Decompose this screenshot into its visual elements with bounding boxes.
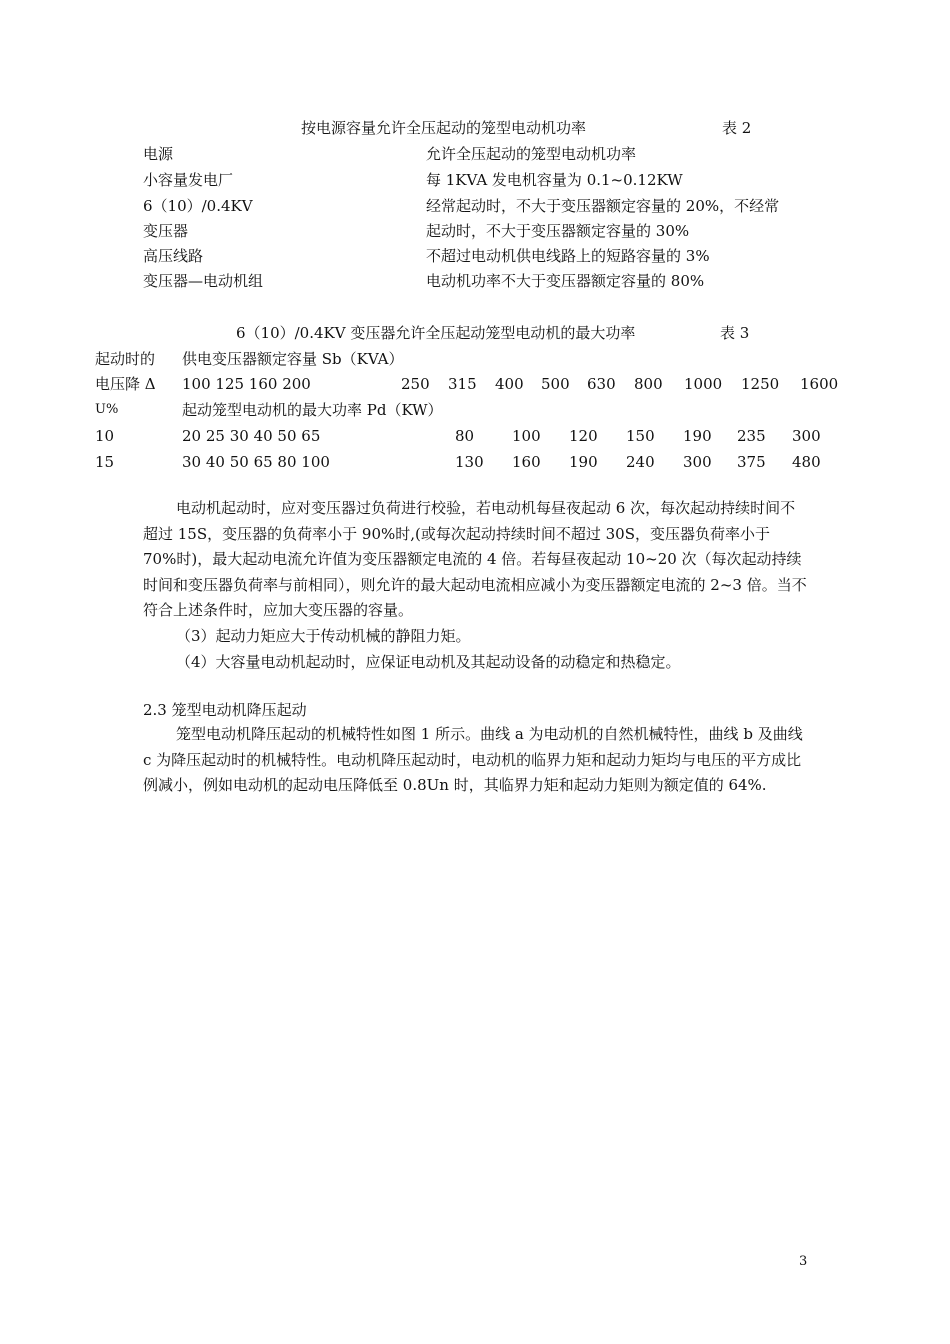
- table2-title: 按电源容量允许全压起动的笼型电动机功率: [301, 119, 587, 137]
- table3-capacity: 315: [448, 375, 477, 393]
- table2-cell-source: 小容量发电厂: [143, 171, 234, 189]
- table3-power: 80: [455, 427, 475, 445]
- page-number: 3: [799, 1254, 808, 1269]
- table3-power-group: 20 25 30 40 50 65: [182, 427, 321, 445]
- table3-power: 300: [683, 453, 712, 471]
- section-heading: 2.3 笼型电动机降压起动: [143, 701, 307, 719]
- table3-voltage-drop: 10: [95, 427, 115, 445]
- table3-power: 300: [792, 427, 821, 445]
- table3-power: 130: [455, 453, 484, 471]
- paragraph-transformer-check: 电动机起动时，应对变压器过负荷进行校验，若电动机每昼夜起动 6 次，每次起动持续时间不超过 15S，变压器的负荷率小于 90%时,(或每次起动持续时间不超过 30S，变压器负荷率小于 70%时)，最大起动电流允许值为变压器额定电流的 4 倍。若每昼夜起动 10~20 次（每次起动持续时间和变压器负荷率与前相同），则允许的最大起动电流相应减小为变压器额定电流的 2~3 倍。当不符合上述条件时，应加大变压器的容量。: [143, 499, 807, 620]
- table3-capacity: 250: [401, 375, 430, 393]
- table2-cell-source: 6（10）/0.4KV: [143, 197, 253, 215]
- table3-left-header-3: U%: [95, 402, 119, 417]
- table3-power-header: 起动笼型电动机的最大功率 Pd（KW）: [182, 401, 443, 419]
- table3-capacity: 1600: [800, 375, 839, 393]
- table3-voltage-drop: 15: [95, 453, 115, 471]
- table3-power: 190: [683, 427, 712, 445]
- table3-power: 240: [626, 453, 655, 471]
- table2-cell-power: 每 1KVA 发电机容量为 0.1~0.12KW: [426, 171, 683, 189]
- table3-title: 6（10）/0.4KV 变压器允许全压起动笼型电动机的最大功率: [236, 324, 636, 342]
- table2-cell-power: 不超过电动机供电线路上的短路容量的 3%: [426, 247, 710, 265]
- paragraph-item-3: （3）起动力矩应大于传动机械的静阻力矩。: [176, 627, 471, 645]
- table3-label: 表 3: [720, 324, 750, 342]
- table3-power: 150: [626, 427, 655, 445]
- table3-capacity: 630: [587, 375, 616, 393]
- table3-capacity: 1000: [684, 375, 723, 393]
- paragraph-reduced-voltage-start: 笼型电动机降压起动的机械特性如图 1 所示。曲线 a 为电动机的自然机械特性，曲线 b 及曲线 c 为降压起动时的机械特性。电动机降压起动时，电动机的临界力矩和起动力矩均与电压的平方成比例减小，例如电动机的起动电压降低至 0.8Un 时，其临界力矩和起动力矩则为额定值的 64%.: [143, 725, 803, 795]
- table3-left-header-1: 起动时的: [95, 350, 156, 368]
- table3-power-group: 30 40 50 65 80 100: [182, 453, 330, 471]
- table2-header-source: 电源: [143, 145, 174, 163]
- paragraph-item-4: （4）大容量电动机起动时，应保证电动机及其起动设备的动稳定和热稳定。: [176, 653, 681, 671]
- table3-power: 190: [569, 453, 598, 471]
- table3-power: 235: [737, 427, 766, 445]
- table3-power: 480: [792, 453, 821, 471]
- table3-power: 160: [512, 453, 541, 471]
- table3-capacity-row: [0, 374, 950, 394]
- table2-cell-source: 变压器—电动机组: [143, 272, 264, 290]
- table3-row: [0, 452, 950, 472]
- table2-cell-power: 起动时，不大于变压器额定容量的 30%: [426, 222, 690, 240]
- table3-capacity: 500: [541, 375, 570, 393]
- table2-cell-source: 变压器: [143, 222, 189, 240]
- table3-left-header-2: 电压降 Δ: [95, 375, 156, 393]
- table3-capacity-header: 供电变压器额定容量 Sb（KVA）: [182, 350, 404, 368]
- table3-row: [0, 426, 950, 446]
- table3-capacity: 1250: [741, 375, 780, 393]
- table2-cell-source: 高压线路: [143, 247, 204, 265]
- table2-header-power: 允许全压起动的笼型电动机功率: [426, 145, 637, 163]
- table3-power: 100: [512, 427, 541, 445]
- table3-power: 120: [569, 427, 598, 445]
- table2-cell-power: 经常起动时，不大于变压器额定容量的 20%，不经常: [426, 197, 780, 215]
- table3-capacity-group: 100 125 160 200: [182, 375, 311, 393]
- table2-cell-power: 电动机功率不大于变压器额定容量的 80%: [426, 272, 705, 290]
- table3-capacity: 800: [634, 375, 663, 393]
- table3-power: 375: [737, 453, 766, 471]
- table3-capacity: 400: [495, 375, 524, 393]
- table2-label: 表 2: [722, 119, 752, 137]
